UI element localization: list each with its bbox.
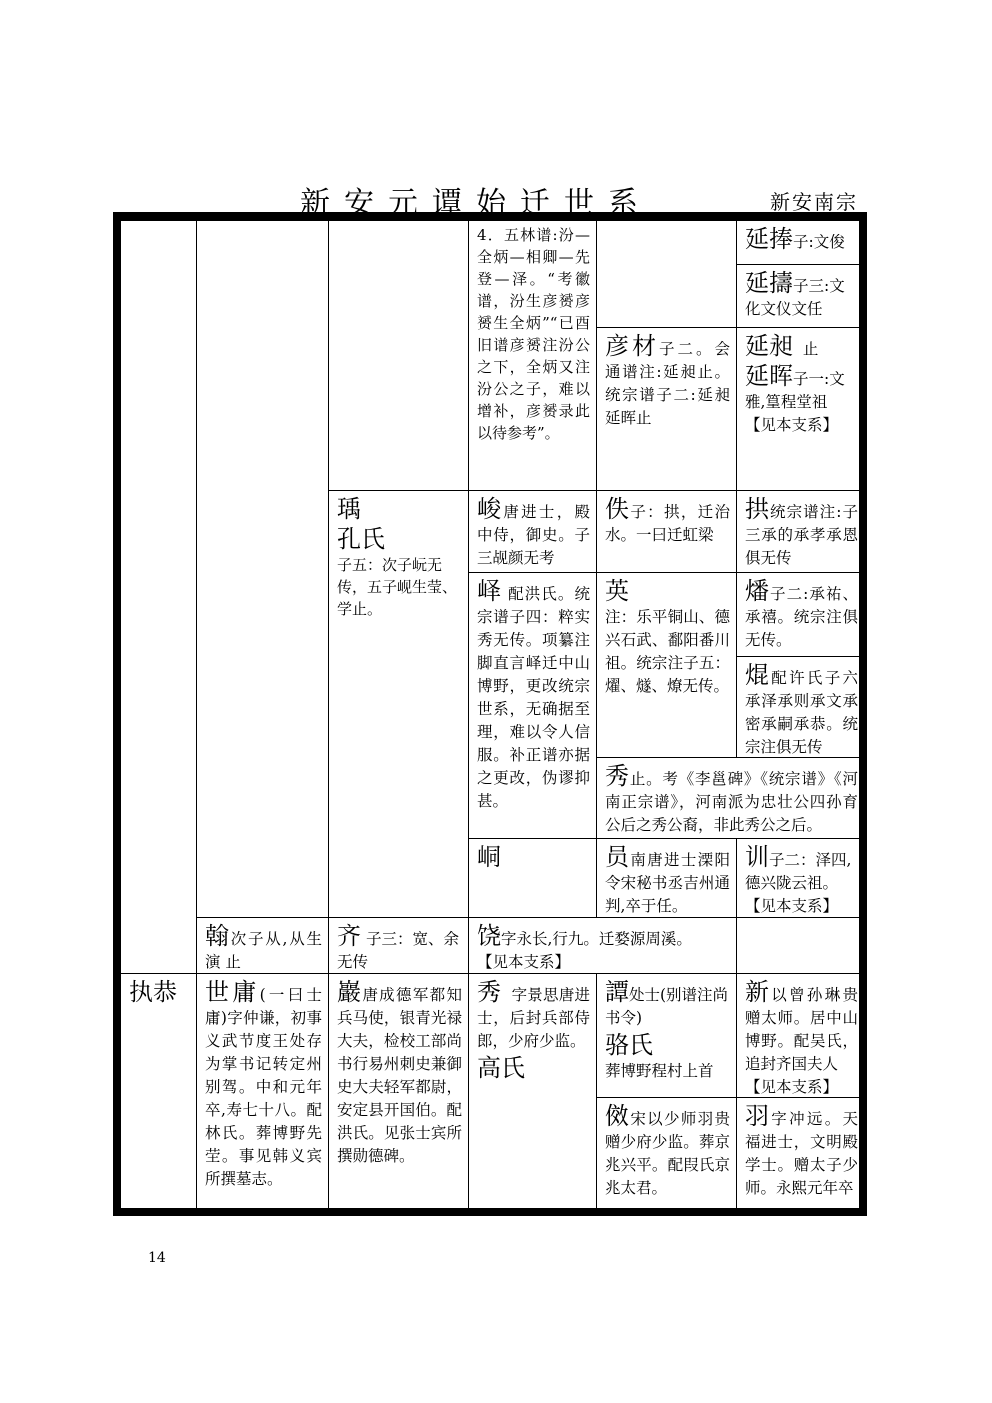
note-gong: 统宗谱注:子三承的承孝承恩俱无传 xyxy=(745,503,858,567)
name-feng: 峄 xyxy=(477,577,503,605)
cell-yanpeng xyxy=(737,221,864,265)
cell-jiao xyxy=(597,1098,737,1208)
name-zhigong: 执恭 xyxy=(129,978,177,1006)
note-fan: 子二:承祐、承禧。统宗注俱无传。 xyxy=(745,585,858,649)
note-xun: 子二：泽四,德兴陇云祖。 xyxy=(745,851,852,892)
note-yandao: 子三:文化文仪文任 xyxy=(745,277,845,318)
name-yuan: 员 xyxy=(605,843,631,871)
cell-xin xyxy=(737,974,864,1098)
cell-yancai xyxy=(597,328,737,491)
cell-qi xyxy=(329,918,469,974)
ref-xin: 【见本支系】 xyxy=(745,1078,839,1096)
note-yu: 字冲远。天福进士，文明殿学士。赠太子少师。永熙元年卒 xyxy=(745,1110,858,1197)
ref-rao: 【见本支系】 xyxy=(477,953,571,971)
note-shiyong: (一曰士庸)字仲谦，初事义武节度王处存为掌书记转定州别驾。中和元年卒,寿七十八。配林氏。葬博野先茔。事见韩义宾所撰墓志。 xyxy=(205,986,322,1188)
cell-tong xyxy=(469,839,597,918)
name-yi: 佚 xyxy=(605,495,631,523)
name-xiu2: 秀 xyxy=(477,978,502,1006)
name-xun: 训 xyxy=(745,843,769,871)
cell-jun xyxy=(469,491,597,573)
cell-fan xyxy=(737,573,864,657)
cell-gen1-empty xyxy=(121,221,197,974)
cell-gen3-empty xyxy=(329,221,469,491)
name-qi: 齐 xyxy=(337,922,361,950)
ref-yanhui: 【见本支系】 xyxy=(745,416,839,434)
cell-wulin-note xyxy=(469,221,597,491)
name-yanpeng: 延捧 xyxy=(745,225,793,253)
note-yancai: 子二。会通谱注:延昶止。统宗谱子二:延昶延晖止 xyxy=(605,340,730,427)
wife-lin: 孔氏 xyxy=(337,525,385,553)
cell-xiu2 xyxy=(469,974,597,1208)
name-tan: 譚 xyxy=(605,978,629,1006)
note-yi: 子：拱，迁治水。一曰迁虹梁 xyxy=(605,503,730,544)
cell-zhigong xyxy=(121,974,197,1208)
cell-col6-empty xyxy=(737,918,864,974)
wife-tan: 骆氏 xyxy=(605,1031,653,1059)
cell-kun xyxy=(737,657,864,758)
page-title: 新安元谭始迁世系 xyxy=(300,186,652,221)
cell-lin xyxy=(329,491,469,918)
note-xiu2: 字景思 xyxy=(511,986,559,1004)
cell-han xyxy=(197,918,329,974)
name-yandao: 延擣 xyxy=(745,269,793,297)
wife-xiu2: 高氏 xyxy=(477,1054,525,1082)
note-xin: 以曾孙琳贵赠太师。居中山博野。配吴氏，追封齐国夫人 xyxy=(745,986,858,1073)
name-kun: 焜 xyxy=(745,661,772,689)
cell-yuan xyxy=(597,839,737,918)
name-han: 翰 xyxy=(205,922,231,950)
cell-yan xyxy=(329,974,469,1208)
cell-gen2-empty xyxy=(197,221,329,918)
page-subtitle: 新安南宗 xyxy=(770,190,858,214)
cell-gong xyxy=(737,491,864,573)
cell-shiyong xyxy=(197,974,329,1208)
note-feng-a: 配洪氏。 xyxy=(508,585,575,603)
cell-xun xyxy=(737,839,864,918)
note-tan: 处士(别谱注尚书令) xyxy=(605,986,729,1027)
cell-ying xyxy=(597,573,737,758)
name-jun: 峻 xyxy=(477,495,504,523)
name-jiao: 傚 xyxy=(605,1102,631,1130)
name-xin: 新 xyxy=(745,978,772,1006)
cell-yi xyxy=(597,491,737,573)
name-gong: 拱 xyxy=(745,495,771,523)
cell-yanchang-yanhui xyxy=(737,328,864,491)
name-fan: 燔 xyxy=(745,577,771,605)
note-yanchang: 止 xyxy=(802,340,819,358)
burial-tan: 葬博野程村上首 xyxy=(605,1062,714,1080)
note-jiao: 宋以少师羽贵赠少府少监。葬京兆兴平。配叚氏京兆太君。 xyxy=(605,1110,730,1197)
name-shiyong: 世庸 xyxy=(205,978,260,1006)
cell-feng xyxy=(469,573,597,839)
cell-rao xyxy=(469,918,737,974)
note-kun: 配许氏子六承泽承则承文承密承嗣承恭。统宗注俱无传 xyxy=(745,669,858,756)
note-lin: 子五：次子岏无传，五子岘生莹、学止。 xyxy=(337,556,458,618)
name-yanhui: 延晖 xyxy=(745,362,793,390)
name-yan: 巖 xyxy=(337,978,363,1006)
name-rao: 饶 xyxy=(477,922,501,950)
note-yanhui: 子一:文雅,篁程堂祖 xyxy=(745,370,845,411)
cell-col5-top-empty xyxy=(597,221,737,328)
note-feng-b: 统宗谱子四：粹实秀无传。项纂注脚直言峄迁中山博野，更改统宗世系，无确据至理，难以令人信服。补正谱亦据之更改，伪谬抑甚。 xyxy=(477,585,590,810)
name-xiu: 秀 xyxy=(605,762,630,790)
name-tong: 峒 xyxy=(477,843,501,871)
name-yancai: 彦材 xyxy=(605,332,659,360)
note-yuan: 南唐进士溧阳令宋秘书丞吉州通判,卒于任。 xyxy=(605,851,730,915)
note-qi: 子三：宽、余无传 xyxy=(337,930,459,971)
ref-xun: 【见本支系】 xyxy=(745,897,839,915)
page-number: 14 xyxy=(148,1250,166,1266)
cell-tan xyxy=(597,974,737,1098)
note-yanpeng: 子:文俊 xyxy=(793,233,845,251)
note-han: 次子从,从生演 止 xyxy=(205,930,322,971)
name-yu: 羽 xyxy=(745,1102,772,1130)
note-xiu: 止。考《李邕碑》《统宗谱》《河南正宗谱》，河南派为忠壮公四孙育公后之秀公裔，非此秀公之后。 xyxy=(605,770,858,834)
cell-xiu xyxy=(597,758,864,839)
genealogy-table xyxy=(113,212,867,1216)
note-jun: 唐进士，殿中侍，御史。子三觇颜无考 xyxy=(477,503,590,567)
name-lin: 瑀 xyxy=(337,495,361,523)
name-yanchang: 延昶 xyxy=(745,332,793,360)
name-ying: 英 xyxy=(605,577,629,605)
note2-xiu2: 唐进士，后封兵部侍郎，少府少监。 xyxy=(477,986,590,1050)
note-wulin: 4．五林谱:汾—全炳—相卿—先登—泽。“考徽谱，汾生彦赟彦赟生全炳”“已酉旧谱彦赟注汾公之下，全炳又注汾公之子，难以增补，彦赟录此以待参考”。 xyxy=(477,226,590,442)
cell-yandao xyxy=(737,265,864,328)
note-rao: 字永长,行九。迁婺源周溪。 xyxy=(501,930,692,948)
note-ying: 注：乐平铜山、德兴石武、鄱阳番川祖。统宗注子五：燿、燧、燎无传。 xyxy=(605,608,730,695)
note-yan: 唐成德军都知兵马使，银青光禄大夫，检校工部尚书行易州刺史兼御史大夫轻军都尉，安定县开国伯。配洪氏。见张士宾所撰勋德碑。 xyxy=(337,986,462,1165)
cell-yu xyxy=(737,1098,864,1208)
